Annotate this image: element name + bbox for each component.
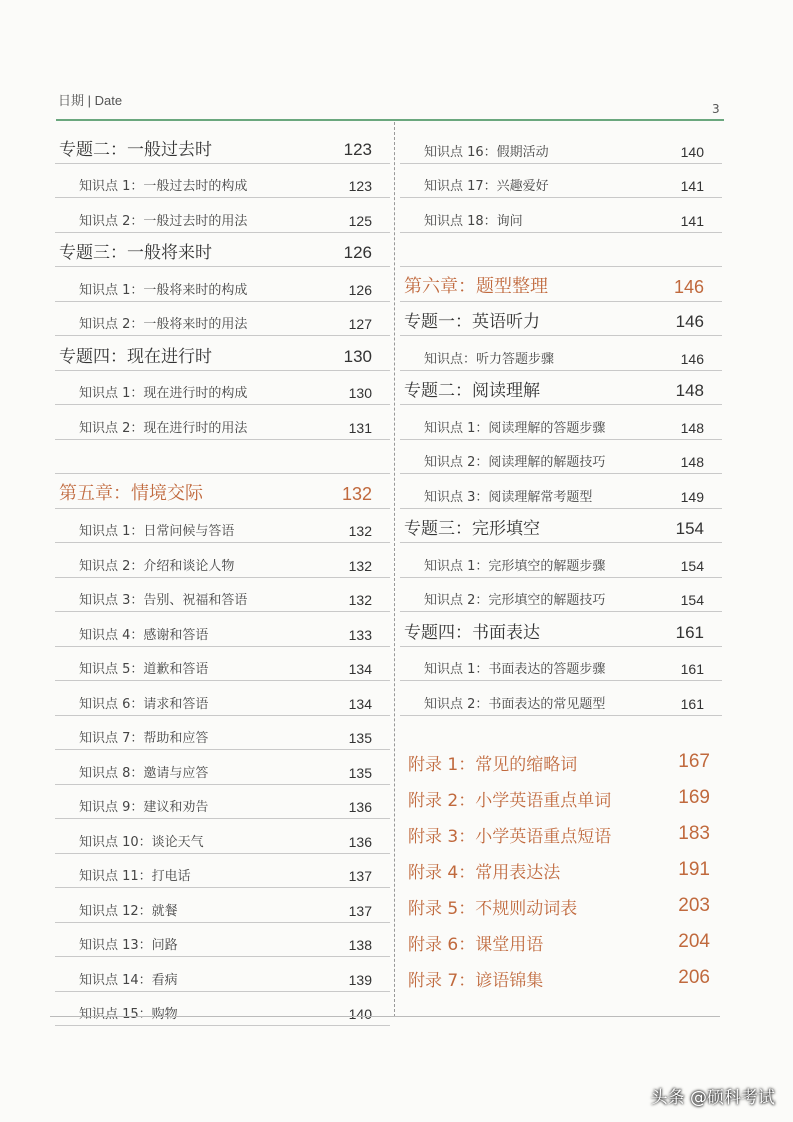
entry-page: 132 bbox=[341, 483, 372, 504]
entry-page: 167 bbox=[678, 751, 710, 772]
header-divider bbox=[56, 119, 724, 121]
toc-item-row[interactable] bbox=[55, 612, 390, 647]
entry-title: 知识点 2：阅读理解的解题技巧 bbox=[424, 455, 606, 470]
toc-item-row[interactable] bbox=[55, 819, 390, 854]
toc-item-row[interactable] bbox=[55, 854, 390, 889]
entry-page: 130 bbox=[348, 385, 372, 401]
entry-page: 140 bbox=[680, 143, 704, 160]
entry-page: 146 bbox=[673, 276, 704, 297]
entry-title: 知识点 2：现在进行时的用法 bbox=[79, 420, 248, 436]
appendix-entry[interactable] bbox=[408, 816, 718, 852]
entry-page: 154 bbox=[675, 519, 704, 538]
entry-page: 133 bbox=[348, 626, 372, 643]
entry-title: 知识点 5：道歉和答语 bbox=[79, 662, 209, 677]
entry-page: 148 bbox=[680, 419, 704, 436]
toc-item-row[interactable] bbox=[55, 681, 390, 716]
toc-item-row[interactable] bbox=[400, 578, 722, 613]
entry-title: 知识点 2：书面表达的常见题型 bbox=[424, 696, 606, 712]
toc-item-row[interactable] bbox=[55, 509, 390, 544]
toc-topic-row[interactable] bbox=[400, 509, 722, 544]
entry-title: 知识点 12：就餐 bbox=[79, 903, 178, 919]
toc-item-row[interactable] bbox=[400, 164, 722, 199]
toc-item-row[interactable] bbox=[55, 923, 390, 958]
toc-item-row[interactable] bbox=[55, 785, 390, 820]
entry-page: 127 bbox=[348, 316, 372, 332]
toc-item-row[interactable] bbox=[55, 716, 390, 751]
entry-title: 知识点 8：邀请与应答 bbox=[79, 765, 209, 781]
date-label: 日期 | Date bbox=[58, 93, 123, 108]
entry-title: 知识点 1：完形填空的解题步骤 bbox=[424, 558, 606, 574]
entry-page: 137 bbox=[348, 868, 372, 884]
entry-title: 知识点 1：一般将来时的构成 bbox=[79, 282, 248, 298]
entry-page: 183 bbox=[678, 823, 710, 844]
entry-page: 146 bbox=[675, 312, 704, 331]
toc-topic-row[interactable] bbox=[400, 302, 722, 337]
toc-item-row[interactable] bbox=[55, 888, 390, 923]
entry-title: 附录 1：常见的缩略词 bbox=[408, 754, 578, 775]
entry-title: 专题二：一般过去时 bbox=[59, 139, 212, 160]
toc-item-row[interactable] bbox=[55, 543, 390, 578]
appendix-entry[interactable] bbox=[408, 960, 718, 996]
entry-title: 专题三：完形填空 bbox=[404, 519, 540, 539]
entry-title: 第六章：题型整理 bbox=[404, 275, 548, 297]
entry-page: 134 bbox=[348, 695, 372, 712]
toc-item-row[interactable] bbox=[55, 267, 390, 302]
appendix-entry[interactable] bbox=[408, 852, 718, 888]
toc-item-row[interactable] bbox=[400, 681, 722, 716]
toc-item-row[interactable] bbox=[55, 405, 390, 440]
appendix-entry[interactable] bbox=[408, 780, 718, 816]
toc-item-row[interactable] bbox=[400, 474, 722, 509]
entry-title: 知识点 1：一般过去时的构成 bbox=[79, 179, 248, 194]
entry-page: 132 bbox=[348, 557, 372, 574]
appendix-list bbox=[408, 744, 718, 996]
page-number: 3 bbox=[712, 102, 720, 116]
toc-item-row[interactable] bbox=[55, 992, 390, 1027]
toc-left-column bbox=[55, 129, 390, 1026]
entry-page: 138 bbox=[348, 937, 372, 953]
entry-page: 203 bbox=[678, 895, 710, 916]
entry-title: 专题一：英语听力 bbox=[404, 312, 540, 332]
toc-item-row[interactable] bbox=[55, 198, 390, 233]
entry-page: 134 bbox=[348, 661, 372, 677]
entry-title: 知识点 2：完形填空的解题技巧 bbox=[424, 593, 606, 608]
toc-item-row[interactable] bbox=[55, 750, 390, 785]
entry-title: 知识点 9：建议和劝告 bbox=[79, 800, 209, 815]
entry-page: 161 bbox=[680, 695, 704, 712]
entry-page: 154 bbox=[680, 557, 704, 574]
entry-title: 知识点 16：假期活动 bbox=[424, 144, 549, 160]
appendix-entry[interactable] bbox=[408, 744, 718, 780]
entry-page: 141 bbox=[680, 212, 704, 229]
entry-title: 知识点 1：现在进行时的构成 bbox=[79, 386, 248, 401]
entry-title: 知识点 17：兴趣爱好 bbox=[424, 179, 549, 194]
entry-page: 206 bbox=[678, 967, 710, 988]
entry-title: 知识点 2：介绍和谈论人物 bbox=[79, 558, 235, 574]
appendix-entry[interactable] bbox=[408, 888, 718, 924]
entry-title: 附录 4：常用表达法 bbox=[408, 862, 561, 883]
entry-title: 附录 5：不规则动词表 bbox=[408, 898, 578, 919]
entry-title: 知识点 11：打电话 bbox=[79, 869, 191, 884]
entry-title: 知识点 3：告别、祝福和答语 bbox=[79, 593, 248, 608]
entry-page: 140 bbox=[348, 1006, 372, 1022]
bottom-divider bbox=[50, 1016, 720, 1017]
toc-item-row[interactable] bbox=[400, 543, 722, 578]
entry-page: 136 bbox=[348, 833, 372, 850]
toc-topic-row[interactable] bbox=[55, 336, 390, 371]
entry-title: 知识点：听力答题步骤 bbox=[424, 351, 555, 367]
entry-page: 141 bbox=[680, 178, 704, 194]
toc-blank-row bbox=[400, 233, 722, 268]
entry-title: 附录 2：小学英语重点单词 bbox=[408, 790, 612, 811]
entry-page: 148 bbox=[680, 454, 704, 470]
entry-title: 知识点 4：感谢和答语 bbox=[79, 627, 209, 643]
entry-title: 知识点 14：看病 bbox=[79, 972, 178, 988]
entry-page: 135 bbox=[348, 730, 372, 746]
entry-title: 知识点 1：阅读理解的答题步骤 bbox=[424, 420, 606, 436]
toc-topic-row[interactable] bbox=[55, 129, 390, 164]
entry-page: 137 bbox=[348, 902, 372, 919]
entry-title: 知识点 10：谈论天气 bbox=[79, 834, 204, 850]
entry-title: 知识点 1：书面表达的答题步骤 bbox=[424, 662, 606, 677]
toc-chapter-row[interactable] bbox=[55, 474, 390, 509]
entry-page: 136 bbox=[348, 799, 372, 815]
toc-topic-row[interactable] bbox=[400, 371, 722, 406]
toc-item-row[interactable] bbox=[400, 129, 722, 164]
entry-page: 135 bbox=[348, 764, 372, 781]
entry-title: 知识点 3：阅读理解常考题型 bbox=[424, 489, 593, 505]
entry-page: 126 bbox=[343, 243, 372, 262]
toc-item-row[interactable] bbox=[55, 647, 390, 682]
entry-title: 知识点 2：一般将来时的用法 bbox=[79, 317, 248, 332]
entry-title: 附录 3：小学英语重点短语 bbox=[408, 826, 612, 847]
toc-topic-row[interactable] bbox=[55, 233, 390, 268]
entry-title: 知识点 7：帮助和应答 bbox=[79, 731, 209, 746]
toc-topic-row[interactable] bbox=[400, 612, 722, 647]
entry-title: 附录 6：课堂用语 bbox=[408, 934, 544, 955]
entry-title: 知识点 6：请求和答语 bbox=[79, 696, 209, 712]
entry-title: 专题二：阅读理解 bbox=[404, 381, 540, 401]
toc-item-row[interactable] bbox=[55, 302, 390, 337]
entry-page: 126 bbox=[348, 281, 372, 298]
entry-title: 知识点 13：问路 bbox=[79, 938, 178, 953]
entry-page: 146 bbox=[680, 350, 704, 367]
toc-item-row[interactable] bbox=[55, 578, 390, 613]
toc-chapter-row[interactable] bbox=[400, 267, 722, 302]
toc-item-row[interactable] bbox=[400, 198, 722, 233]
toc-right-column bbox=[400, 129, 722, 716]
entry-page: 130 bbox=[343, 346, 372, 366]
entry-page: 169 bbox=[678, 787, 710, 808]
entry-page: 131 bbox=[348, 419, 372, 436]
column-divider bbox=[394, 122, 395, 1017]
toc-item-row[interactable] bbox=[400, 440, 722, 475]
entry-page: 139 bbox=[348, 971, 372, 988]
entry-page: 154 bbox=[680, 592, 704, 608]
entry-page: 132 bbox=[348, 523, 372, 539]
entry-title: 第五章：情境交际 bbox=[59, 482, 203, 504]
appendix-entry[interactable] bbox=[408, 924, 718, 960]
entry-title: 专题四：现在进行时 bbox=[59, 346, 212, 367]
toc-item-row[interactable] bbox=[55, 164, 390, 199]
entry-title: 知识点 15：购物 bbox=[79, 1007, 178, 1022]
entry-page: 161 bbox=[680, 661, 704, 677]
entry-page: 149 bbox=[680, 488, 704, 505]
toc-item-row[interactable] bbox=[55, 957, 390, 992]
entry-title: 附录 7：谚语锦集 bbox=[408, 970, 544, 991]
toc-item-row[interactable] bbox=[400, 336, 722, 371]
entry-page: 204 bbox=[678, 931, 710, 952]
entry-page: 161 bbox=[675, 622, 704, 642]
entry-page: 191 bbox=[678, 859, 710, 880]
watermark: 头条 @硕科考试 bbox=[650, 1088, 775, 1108]
entry-title: 专题四：书面表达 bbox=[404, 622, 540, 643]
toc-blank-row bbox=[55, 440, 390, 475]
entry-title: 知识点 2：一般过去时的用法 bbox=[79, 213, 248, 229]
toc-item-row[interactable] bbox=[400, 647, 722, 682]
entry-page: 148 bbox=[675, 381, 704, 400]
toc-item-row[interactable] bbox=[55, 371, 390, 406]
entry-title: 知识点 18：询问 bbox=[424, 213, 523, 229]
entry-page: 123 bbox=[343, 139, 372, 159]
toc-item-row[interactable] bbox=[400, 405, 722, 440]
entry-page: 125 bbox=[348, 212, 372, 229]
entry-page: 123 bbox=[348, 178, 372, 194]
entry-page: 132 bbox=[348, 592, 372, 608]
entry-title: 知识点 1：日常问候与答语 bbox=[79, 524, 235, 539]
entry-title: 专题三：一般将来时 bbox=[59, 243, 212, 263]
